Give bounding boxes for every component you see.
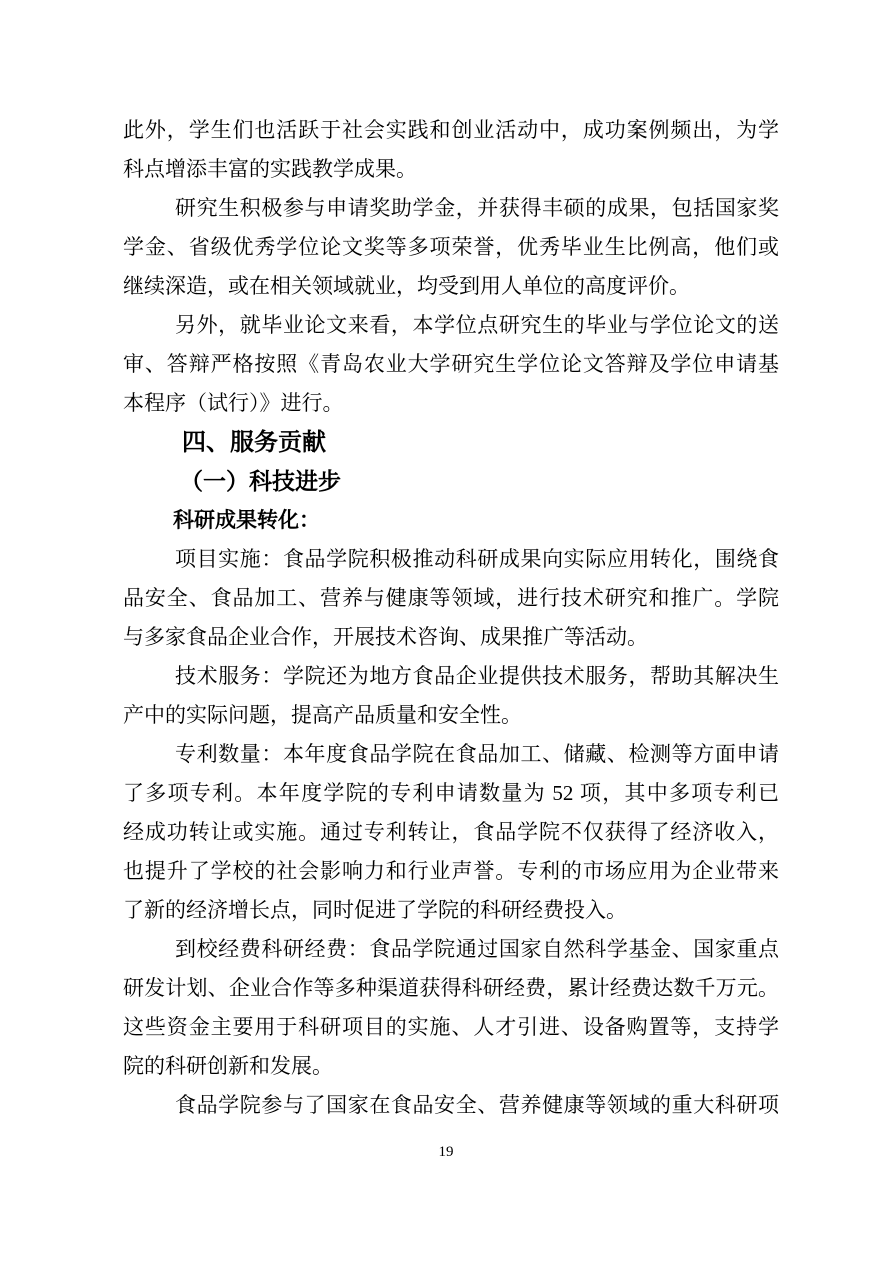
text-line: 品安全、食品加工、营养与健康等领域，进行技术研究和推广。学院 <box>123 586 779 610</box>
text-line: （一）科技进步 <box>180 468 341 494</box>
text-line: 产中的实际问题，提高产品质量和安全性。 <box>123 703 522 727</box>
text-line: 另外，就毕业论文来看，本学位点研究生的毕业与学位论文的送 <box>175 313 779 337</box>
heading-sci-tech-progress <box>123 462 779 501</box>
text-line: 院的科研创新和发展。 <box>123 1054 333 1078</box>
text-line: 继续深造，或在相关领域就业，均受到用人单位的高度评价。 <box>123 274 690 298</box>
para-technical-service <box>123 657 779 735</box>
para-patent-count <box>123 735 779 930</box>
text-line: 审、答辩严格按照《青岛农业大学研究生学位论文答辩及学位申请基 <box>123 352 779 376</box>
para-project-implementation <box>123 540 779 657</box>
text-line: 食品学院参与了国家在食品安全、营养健康等领域的重大科研项 <box>175 1093 779 1117</box>
para-thesis-defense <box>123 306 779 423</box>
text-line: 学金、省级优秀学位论文奖等多项荣誉，优秀毕业生比例高，他们或 <box>123 235 779 259</box>
text-line: 与多家食品企业合作，开展技术咨询、成果推广等活动。 <box>123 625 648 649</box>
text-line: 了新的经济增长点，同时促进了学院的科研经费投入。 <box>123 898 627 922</box>
text-line: 科研成果转化： <box>173 508 320 532</box>
page-number: 19 <box>438 1144 454 1160</box>
page-content <box>123 111 779 1125</box>
text-line: 了多项专利。本年度学院的专利申请数量为 52 项，其中多项专利已 <box>123 781 779 805</box>
text-line: 研发计划、企业合作等多种渠道获得科研经费，累计经费达数千万元。 <box>123 976 779 1000</box>
para-research-funding <box>123 930 779 1086</box>
text-line: 专利数量：本年度食品学院在食品加工、储藏、检测等方面申请 <box>175 742 779 766</box>
heading-service-contribution <box>123 423 779 462</box>
text-line: 到校经费科研经费：食品学院通过国家自然科学基金、国家重点 <box>175 937 779 961</box>
label-achievement-transformation <box>123 501 779 540</box>
text-line: 项目实施：食品学院积极推动科研成果向实际应用转化，围绕食 <box>175 547 779 571</box>
para-scholarships <box>123 189 779 306</box>
text-line: 四、服务贡献 <box>182 429 326 456</box>
text-line: 也提升了学校的社会影响力和行业声誉。专利的市场应用为企业带来 <box>123 859 779 883</box>
text-line: 技术服务：学院还为地方食品企业提供技术服务，帮助其解决生 <box>175 664 779 688</box>
text-line: 此外，学生们也活跃于社会实践和创业活动中，成功案例频出，为学 <box>123 118 779 142</box>
para-national-projects <box>123 1086 779 1125</box>
text-line: 研究生积极参与申请奖助学金，并获得丰硕的成果，包括国家奖 <box>175 196 779 220</box>
para-practice-achievements <box>123 111 779 189</box>
text-line: 本程序（试行）》进行。 <box>123 391 344 415</box>
text-line: 这些资金主要用于科研项目的实施、人才引进、设备购置等，支持学 <box>123 1015 779 1039</box>
text-line: 科点增添丰富的实践教学成果。 <box>123 157 417 181</box>
text-line: 经成功转让或实施。通过专利转让，食品学院不仅获得了经济收入， <box>123 820 779 844</box>
